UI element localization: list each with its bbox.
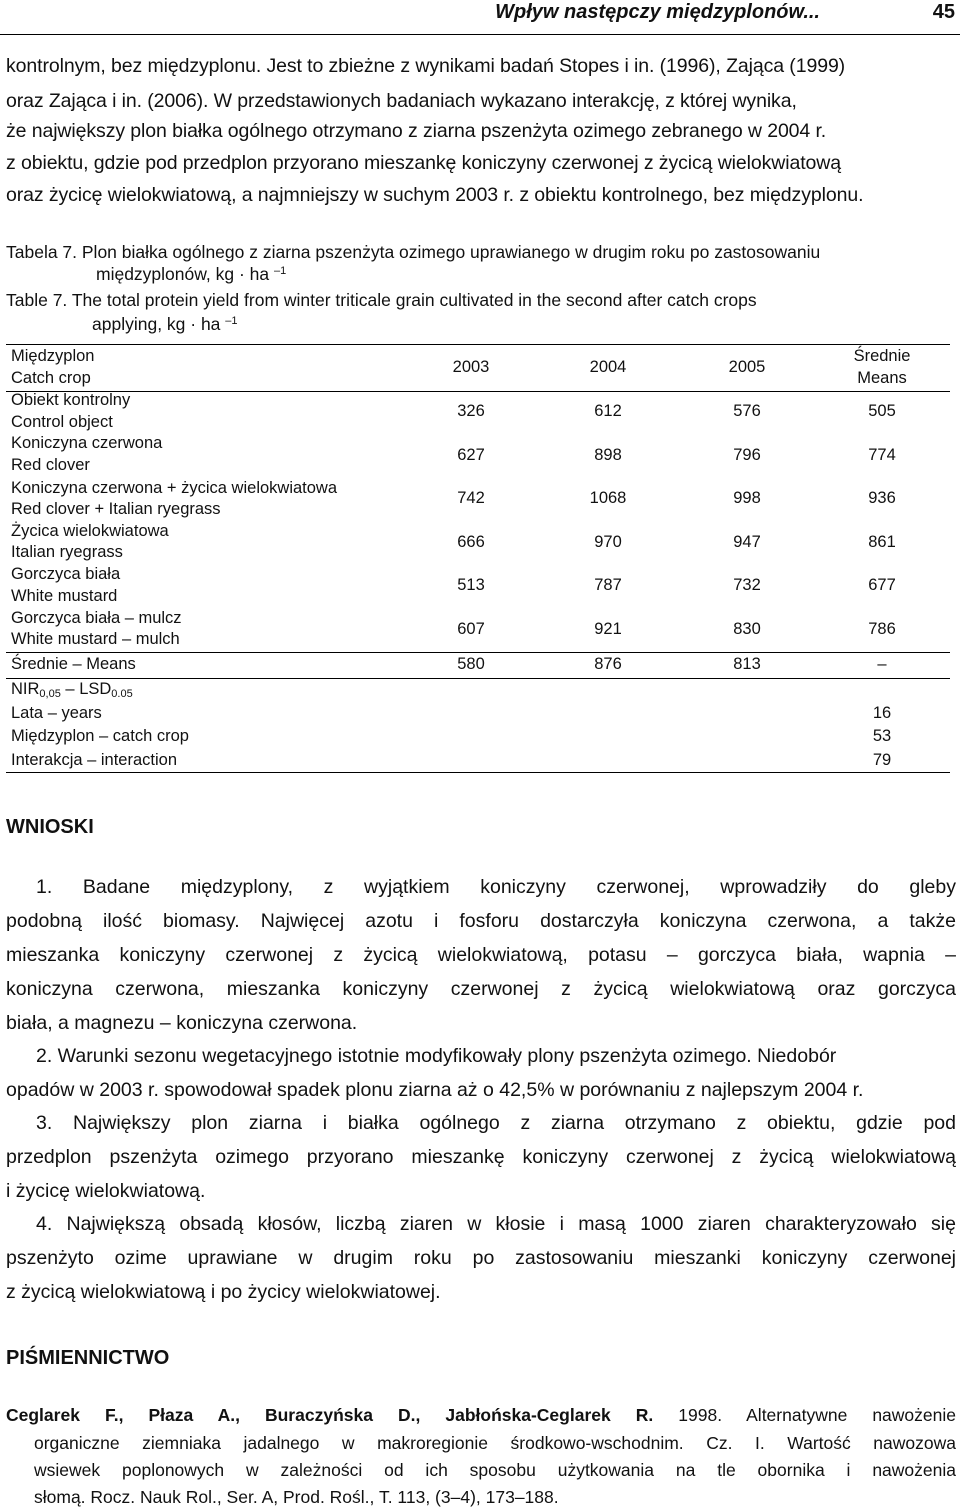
lsd-label: Lata – years xyxy=(11,704,102,722)
conclusion-line: przedplon pszenżyta ozimego przyorano mieszankę koniczyny czerwonej z życicą wielokwiatową xyxy=(6,1146,956,1168)
row-label-en: White mustard – mulch xyxy=(11,630,180,648)
row-label-en: Red clover xyxy=(11,456,90,474)
row-label-pl: Obiekt kontrolny xyxy=(11,391,131,409)
header-mean-pl: Średnie xyxy=(853,347,911,365)
running-header xyxy=(0,0,960,35)
lsd-value: 16 xyxy=(872,704,892,722)
cell: 576 xyxy=(733,402,761,420)
lsd-value: 79 xyxy=(872,751,892,769)
cell: 921 xyxy=(594,620,622,638)
reference-line: wsiewek poplonowych w zależności od ich sposobu użytkowania na tle obornika i nawożenia xyxy=(34,1460,956,1480)
cell: 580 xyxy=(457,655,485,673)
cell: 666 xyxy=(457,533,485,551)
cell: 627 xyxy=(457,446,485,464)
cell: 326 xyxy=(457,402,485,420)
caption-pl-line1: Tabela 7. Plon białka ogólnego z ziarna pszenżyta ozimego uprawianego w drugim roku po zastosowaniu xyxy=(6,242,821,262)
table-top-rule xyxy=(6,344,950,345)
row-label-pl: Gorczyca biała – mulcz xyxy=(11,609,182,627)
cell: 677 xyxy=(868,576,896,594)
cell: 607 xyxy=(457,620,485,638)
paragraph-line: oraz Zająca i in. (2006). W przedstawionych badaniach wykazano interakcję, z której wynika, xyxy=(6,90,797,112)
conclusion-line: 2. Warunki sezonu wegetacyjnego istotnie modyfikowały plony pszenżyta ozimego. Niedobór xyxy=(36,1045,837,1067)
row-label-pl: Koniczyna czerwona + życica wielokwiatowa xyxy=(11,479,338,497)
page-number: 45 xyxy=(932,1,955,23)
cell: – xyxy=(877,655,887,673)
conclusion-line: pszenżyto ozime uprawiane w drugim roku po zastosowaniu mieszanki koniczyny czerwonej xyxy=(6,1247,956,1269)
conclusion-line: i życicę wielokwiatową. xyxy=(6,1180,206,1202)
row-label-pl: Życica wielokwiatowa xyxy=(11,522,169,540)
paragraph-line: z obiektu, gdzie pod przedplon przyorano mieszankę koniczyny czerwonej z życicą wielokwiatową xyxy=(6,152,842,174)
conclusion-line: 1. Badane międzyplony, z wyjątkiem koniczyny czerwonej, wprowadziły do gleby xyxy=(36,876,956,898)
means-label: Średnie – Means xyxy=(11,655,136,673)
cell: 796 xyxy=(733,446,761,464)
row-label-pl: Koniczyna czerwona xyxy=(11,434,163,452)
cell: 732 xyxy=(733,576,761,594)
reference-line: organiczne ziemniaka jadalnego w makroregionie środkowo-wschodnim. Cz. I. Wartość nawozowa xyxy=(34,1433,956,1453)
cell: 876 xyxy=(594,655,622,673)
row-label-en: Italian ryegrass xyxy=(11,543,123,561)
header-catch-crop-pl: Międzyplon xyxy=(11,347,95,365)
cell: 612 xyxy=(594,402,622,420)
cell: 813 xyxy=(733,655,761,673)
reference-line: Ceglarek F., Płaza A., Buraczyńska D., Jabłońska-Ceglarek R. 1998. Alternatywne nawożenie xyxy=(6,1405,956,1425)
caption-en-line1: Table 7. The total protein yield from winter triticale grain cultivated in the second after catch crops xyxy=(6,290,757,310)
header-year: 2004 xyxy=(589,358,627,376)
cell: 947 xyxy=(733,533,761,551)
cell: 1068 xyxy=(589,489,627,507)
header-mean-en: Means xyxy=(857,369,907,387)
conclusion-line: opadów w 2003 r. spowodował spadek plonu ziarna aż o 42,5% w porównaniu z najlepszym 2004 r. xyxy=(6,1079,864,1101)
paragraph-line: kontrolnym, bez międzyplonu. Jest to zbieżne z wynikami badań Stopes i in. (1996), Zająca (1999) xyxy=(6,55,846,77)
cell: 787 xyxy=(594,576,622,594)
table-lsd-rule xyxy=(6,678,950,679)
table-bottom-rule xyxy=(6,772,950,773)
row-label-pl: Gorczyca biała xyxy=(11,565,121,583)
conclusion-line: podobną ilość biomasy. Najwięcej azotu i fosforu dostarczyła koniczyna czerwona, a także xyxy=(6,910,956,932)
cell: 742 xyxy=(457,489,485,507)
cell: 898 xyxy=(594,446,622,464)
lsd-label: Międzyplon – catch crop xyxy=(11,727,189,745)
conclusion-line: z życicą wielokwiatową i po życicy wielokwiatowej. xyxy=(6,1281,441,1303)
running-title: Wpływ następczy międzyplonów... xyxy=(495,1,820,23)
lsd-value: 53 xyxy=(872,727,892,745)
conclusions-heading: WNIOSKI xyxy=(6,816,94,838)
reference-line: słomą. Rocz. Nauk Rol., Ser. A, Prod. Rośl., T. 113, (3–4), 173–188. xyxy=(34,1487,559,1507)
cell: 998 xyxy=(733,489,761,507)
references-heading: PIŚMIENNICTWO xyxy=(6,1347,170,1369)
cell: 513 xyxy=(457,576,485,594)
conclusion-line: biała, a magnezu – koniczyna czerwona. xyxy=(6,1012,358,1034)
cell: 505 xyxy=(868,402,896,420)
cell: 830 xyxy=(733,620,761,638)
lsd-heading: $NIR_{0,05} - LSD_{0.05}$ xyxy=(11,680,133,700)
cell: 861 xyxy=(868,533,896,551)
conclusion-line: 4. Największą obsadą kłosów, liczbą ziaren w kłosie i masą 1000 ziaren charakteryzowało się xyxy=(36,1213,956,1235)
cell: 786 xyxy=(868,620,896,638)
conclusion-line: 3. Największy plon ziarna i białka ogólnego z ziarna otrzymano z obiektu, gdzie pod xyxy=(36,1112,956,1134)
cell: 936 xyxy=(868,489,896,507)
table-header-rule xyxy=(6,391,950,392)
reference-authors: Ceglarek F., Płaza A., Buraczyńska D., Jabłońska-Ceglarek R. xyxy=(6,1405,654,1425)
header-year: 2005 xyxy=(728,358,766,376)
table-means-rule xyxy=(6,652,950,653)
row-label-en: White mustard xyxy=(11,587,118,605)
conclusion-line: mieszanka koniczyny czerwonej z życicą wielokwiatową, potasu – gorczyca biała, wapnia – xyxy=(6,944,956,966)
header-year: 2003 xyxy=(452,358,490,376)
row-label-en: Red clover + Italian ryegrass xyxy=(11,500,221,518)
lsd-label: Interakcja – interaction xyxy=(11,751,178,769)
cell: 774 xyxy=(868,446,896,464)
paragraph-line: oraz życicę wielokwiatową, a najmniejszy w suchym 2003 r. z obiektu kontrolnego, bez międzyplonu. xyxy=(6,184,864,206)
caption-en-line2: applying, kg · ha $^{-1}$ xyxy=(92,314,238,334)
conclusion-line: koniczyna czerwona, mieszanka koniczyny czerwonej z życicą wielokwiatową oraz gorczyca xyxy=(6,978,956,1000)
cell: 970 xyxy=(594,533,622,551)
caption-pl-line2: międzyplonów, kg · ha $^{-1}$ xyxy=(96,264,287,284)
header-catch-crop-en: Catch crop xyxy=(11,369,91,387)
row-label-en: Control object xyxy=(11,413,113,431)
paragraph-line: że największy plon białka ogólnego otrzymano z ziarna pszenżyta ozimego zebranego w 2004 r. xyxy=(6,120,827,142)
